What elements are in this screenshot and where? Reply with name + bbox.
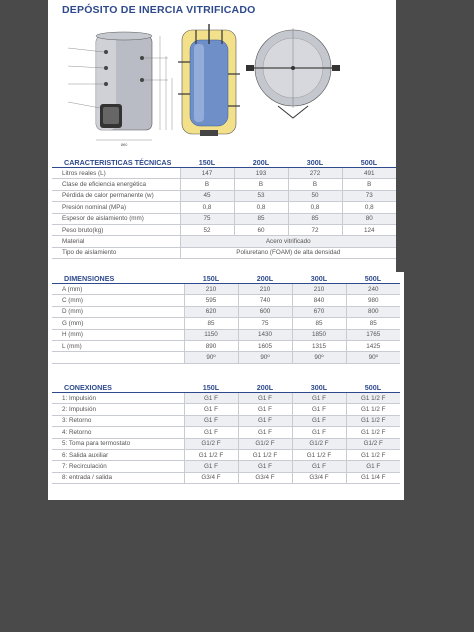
row-label: 2: Impulsión xyxy=(52,404,184,415)
table-cell: 210 xyxy=(184,284,238,295)
column-header: 300L xyxy=(288,158,342,168)
row-label: 7: Recirculación xyxy=(52,461,184,472)
table-cell: 90º xyxy=(184,352,238,363)
row-label: 8: entrada / salida xyxy=(52,472,184,483)
tank-exterior-drawing xyxy=(68,32,172,147)
table-cell: 85 xyxy=(288,213,342,224)
table-cell: 595 xyxy=(184,295,238,306)
table-cell: B xyxy=(180,179,234,190)
row-label: G (mm) xyxy=(52,318,184,329)
table-row xyxy=(52,329,400,340)
table-cell: G3/4 F xyxy=(238,472,292,483)
row-label: Peso bruto(kg) xyxy=(52,224,180,235)
table-row xyxy=(52,415,400,426)
table-cell: 620 xyxy=(184,306,238,317)
table-cell: 1315 xyxy=(292,340,346,351)
table-cell: G1 F xyxy=(292,393,346,404)
table-cell: G1 F xyxy=(238,404,292,415)
table-row xyxy=(52,179,396,190)
table-cell: 491 xyxy=(342,168,396,179)
table-cell: G3/4 F xyxy=(292,472,346,483)
table-cell: 193 xyxy=(234,168,288,179)
table-cell: Acero vitrificado xyxy=(180,236,396,247)
table-cell: G1 1/2 F xyxy=(346,427,400,438)
table-cell: G1 F xyxy=(292,427,346,438)
table-cell: 272 xyxy=(288,168,342,179)
table-cell: B xyxy=(342,179,396,190)
table-cell: G1 1/2 F xyxy=(184,449,238,460)
table-cell: G1 1/2 F xyxy=(346,415,400,426)
table-cell: 147 xyxy=(180,168,234,179)
table-cell: 75 xyxy=(238,318,292,329)
table-cell: G1 1/4 F xyxy=(346,472,400,483)
table-row xyxy=(52,472,400,483)
table-row xyxy=(52,190,396,201)
table-cell: G1 F xyxy=(184,461,238,472)
table-cell: G1 F xyxy=(292,415,346,426)
table-cell: 740 xyxy=(238,295,292,306)
table-cell: G1 F xyxy=(238,427,292,438)
table-cell: 1150 xyxy=(184,329,238,340)
table-cell: B xyxy=(288,179,342,190)
column-header: 200L xyxy=(238,274,292,284)
column-header: 300L xyxy=(292,274,346,284)
table-cell: 90º xyxy=(292,352,346,363)
table-cell: G1 F xyxy=(184,393,238,404)
table-cell: 85 xyxy=(184,318,238,329)
row-label: L (mm) xyxy=(52,340,184,351)
table-row xyxy=(52,284,400,295)
table-row xyxy=(52,427,400,438)
table-cell: G1/2 F xyxy=(238,438,292,449)
row-label: Presión nominal (MPa) xyxy=(52,202,180,213)
table-cell: B xyxy=(234,179,288,190)
table-row xyxy=(52,306,400,317)
table-cell: G1/2 F xyxy=(346,438,400,449)
row-label: 1: Impulsión xyxy=(52,393,184,404)
row-label: A (mm) xyxy=(52,284,184,295)
table-cell: 240 xyxy=(346,284,400,295)
row-label: Litros reales (L) xyxy=(52,168,180,179)
table-cell: G1 F xyxy=(292,404,346,415)
table-row xyxy=(52,438,400,449)
table-cell: G1 1/2 F xyxy=(346,404,400,415)
table-cell: 1425 xyxy=(346,340,400,351)
table-cell: 0,8 xyxy=(288,202,342,213)
column-header: 500L xyxy=(346,274,400,284)
table-cell: 890 xyxy=(184,340,238,351)
table-cell: 85 xyxy=(234,213,288,224)
table-row xyxy=(52,318,400,329)
table-cell: 1605 xyxy=(238,340,292,351)
row-label: Pérdida de calor permanente (w) xyxy=(52,190,180,201)
column-header: 300L xyxy=(292,383,346,393)
table-cell: 53 xyxy=(234,190,288,201)
table-row xyxy=(52,449,400,460)
table-cell: G1 F xyxy=(238,461,292,472)
row-label: 5: Toma para termostato xyxy=(52,438,184,449)
conexiones-header: CONEXIONES xyxy=(52,383,184,393)
row-label: Espesor de aislamiento (mm) xyxy=(52,213,180,224)
table-cell: G1 1/2 F xyxy=(292,449,346,460)
row-label: 4: Retorno xyxy=(52,427,184,438)
caracteristicas-table xyxy=(52,158,396,259)
table-cell: 85 xyxy=(292,318,346,329)
table-cell: 800 xyxy=(346,306,400,317)
table-cell: G1 F xyxy=(184,415,238,426)
table-cell: 840 xyxy=(292,295,346,306)
column-header: 500L xyxy=(342,158,396,168)
table-cell: 980 xyxy=(346,295,400,306)
table-cell: G1/2 F xyxy=(184,438,238,449)
page-title: DEPÓSITO DE INERCIA VITRIFICADO xyxy=(62,4,256,16)
table-cell: 0,8 xyxy=(180,202,234,213)
row-label: D (mm) xyxy=(52,306,184,317)
table-row xyxy=(52,340,400,351)
table-cell: 670 xyxy=(292,306,346,317)
table-row xyxy=(52,352,400,363)
table-cell: 90º xyxy=(346,352,400,363)
table-cell: G1 F xyxy=(346,461,400,472)
column-header: 150L xyxy=(180,158,234,168)
table-cell: 45 xyxy=(180,190,234,201)
column-header: 500L xyxy=(346,383,400,393)
table-cell: Poliuretano (FOAM) de alta densidad xyxy=(180,247,396,258)
table-cell: G1 1/2 F xyxy=(346,449,400,460)
tank-top-view-drawing xyxy=(246,28,340,118)
conexiones-header-row xyxy=(52,383,400,393)
table-cell: G1 F xyxy=(184,404,238,415)
row-label: C (mm) xyxy=(52,295,184,306)
table-cell: 1850 xyxy=(292,329,346,340)
table-cell: 0,8 xyxy=(234,202,288,213)
table-cell: 1430 xyxy=(238,329,292,340)
table-cell: 60 xyxy=(234,224,288,235)
table-cell: 72 xyxy=(288,224,342,235)
tank-cutaway-drawing xyxy=(178,24,240,136)
row-label: H (mm) xyxy=(52,329,184,340)
table-cell: 210 xyxy=(292,284,346,295)
table-cell: 75 xyxy=(180,213,234,224)
table-cell: 80 xyxy=(342,213,396,224)
row-label: Material xyxy=(52,236,180,247)
row-label: Clase de eficiencia energética xyxy=(52,179,180,190)
table-cell: 85 xyxy=(346,318,400,329)
table-row xyxy=(52,213,396,224)
table-row xyxy=(52,295,400,306)
row-label: 6: Salida auxiliar xyxy=(52,449,184,460)
table-cell: 0,8 xyxy=(342,202,396,213)
conexiones-table xyxy=(52,383,400,484)
column-header: 200L xyxy=(238,383,292,393)
caracteristicas-header: CARACTERISTICAS TÉCNICAS xyxy=(52,158,180,168)
table-row xyxy=(52,224,396,235)
row-label xyxy=(52,352,184,363)
dimensiones-header-row xyxy=(52,274,400,284)
table-cell: G1/2 F xyxy=(292,438,346,449)
table-cell: G1 F xyxy=(238,415,292,426)
table-row xyxy=(52,404,400,415)
dimensiones-header: DIMENSIONES xyxy=(52,274,184,284)
caracteristicas-header-row xyxy=(52,158,396,168)
table-row xyxy=(52,168,396,179)
table-cell: 50 xyxy=(288,190,342,201)
dimension-label: Ø60 xyxy=(120,143,128,147)
table-cell: G1 F xyxy=(238,393,292,404)
table-cell: G1 1/2 F xyxy=(238,449,292,460)
table-cell: G1 F xyxy=(292,461,346,472)
column-header: 200L xyxy=(234,158,288,168)
table-cell: 73 xyxy=(342,190,396,201)
dimensiones-table xyxy=(52,274,400,364)
table-cell: 124 xyxy=(342,224,396,235)
tank-drawings xyxy=(48,22,396,152)
table-row xyxy=(52,247,396,258)
row-label: 3: Retorno xyxy=(52,415,184,426)
table-row xyxy=(52,236,396,247)
table-row xyxy=(52,393,400,404)
column-header: 150L xyxy=(184,383,238,393)
table-cell: 210 xyxy=(238,284,292,295)
table-cell: 1765 xyxy=(346,329,400,340)
table-cell: 52 xyxy=(180,224,234,235)
table-cell: G1 F xyxy=(184,427,238,438)
table-cell: 600 xyxy=(238,306,292,317)
column-header: 150L xyxy=(184,274,238,284)
row-label: Tipo de aislamiento xyxy=(52,247,180,258)
table-cell: 90º xyxy=(238,352,292,363)
table-cell: G1 1/2 F xyxy=(346,393,400,404)
table-row xyxy=(52,202,396,213)
table-cell: G3/4 F xyxy=(184,472,238,483)
table-row xyxy=(52,461,400,472)
